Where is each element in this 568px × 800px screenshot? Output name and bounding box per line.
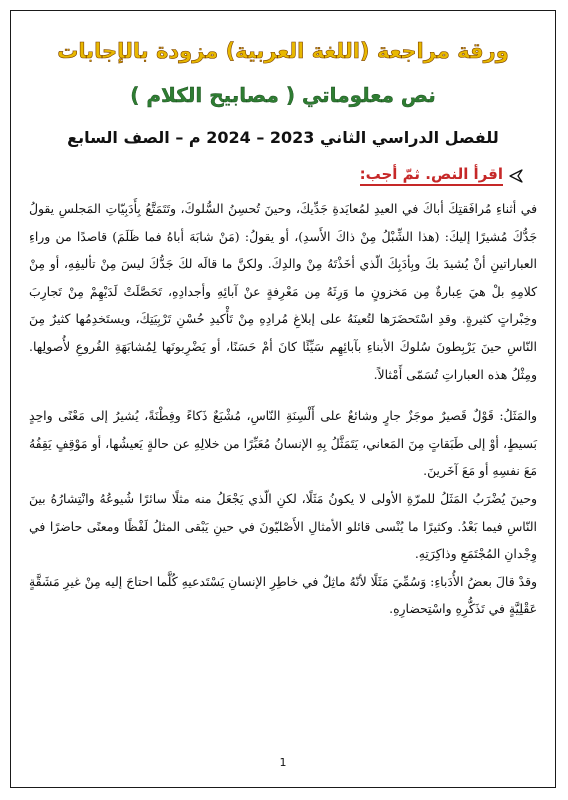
- passage-paragraph: والمَثَلُ: قَوْلٌ قَصيرٌ موجَزٌ جارٍ وشائعٌ على أَلْسِنَةِ النّاسِ، مُشْبَعٌ ذَكاءً وفِطْنَةً، يُشيرُ إلى مَعْنًى واحِدٍ بَسيطٍ، أوْ إلى طَبَقاتٍ مِنَ المَعاني، يَتَمَثَّلُ بِهِ الإنسانُ مُعَبِّرًا من خلالِهِ عن حالةٍ يَعيشُها، أو مَوْقِفٍ يَقِفُهُ مَعَ نفسِهِ أو مَعَ آخَرينَ.: [29, 408, 537, 479]
- passage-paragraph: وقدْ قالَ بعضُ الأُدَباءِ: وَسُمِّيَ مَثَلًا لأنّهُ ماثِلٌ في خاطِرِ الإنسانِ يَسْتَدعيهِ كُلَّما احتاجَ إليه مِنْ غيرِ مَشَقَّةٍ عَقْلِيَّةٍ في تَذَكُّرِهِ واسْتِحضارِهِ.: [29, 573, 537, 617]
- instruction-text: اقرأ النص. ثمّ أجب:: [360, 165, 503, 186]
- document-page: [10, 10, 556, 788]
- document-title: ورقة مراجعة (اللغة العربية) مزودة بالإجابات: [57, 39, 509, 63]
- reading-instruction: [360, 165, 523, 186]
- arrow-icon: [509, 169, 523, 183]
- term-line: للفصل الدراسي الثاني 2023 – 2024 م – الصف السابع: [67, 128, 499, 147]
- document-subtitle: نص معلوماتي ( مصابيح الكلام ): [130, 83, 436, 107]
- passage-body: [29, 195, 537, 623]
- page-number: 1: [279, 756, 287, 769]
- passage-paragraph: في أثناءِ مُرافَقتِكَ أباكَ في العيدِ لمُعايَدةِ جَدِّيكَ، وحينَ تُحسِنُ السُّلوكَ، وتَتَمَتَّعُ بِأَدَبِيّاتِ المَجلسِ يقولُ جَدُّكَ مُشيرًا إليكَ: (هذا الشِّبْلُ مِنْ ذاكَ الأَسدِ)، أو يقولُ: (مَنْ شابَهَ أباهُ فما ظَلَمَ) قاصدًا من وراءِ العباراتينِ أنْ يُشيدَ بكَ وبِأدَبِكَ الّذي أخَذْتَهُ مِنْ والدِكَ. ولكنَّ ما قالَه لكَ جَدُّكَ ليسَ مِنْ تأليفِهِ، أو مِنْ كلامِهِ بلْ هيَ عِبارةٌ مِن مَخزونٍ ما وَرِثَهُ مِن مَعْرِفةٍ عنْ آبائِهِ وأجدادِهِ، تَحَصَّلَتْ لَدَيْهِمْ مِنْ تَجارِبَ وخِبْراتٍ كثيرةٍ. وقدِ اسْتَحضَرَها لتُعينَهُ على إبلاغِ مُرادِهِ مِنْ تَأْكيدِ حُسْنِ تَرْبِيَتِكَ، ويستَخدِمُها كثيرٌ مِنَ النّاسِ حينَ يَرْبِطونَ سُلوكَ الأبناءِ بآبائِهِم سَيِّئًا كانَ أمْ حَسَنًا، أو يَضْرِبونَها لِمُشابَهَةِ الفُروعِ لأُصولِها. ومِثْلُ هذه العباراتِ تُسَمّى أَمْثالاً.: [29, 201, 537, 382]
- passage-paragraph: وحينَ يُضْرَبُ المَثَلُ للمرّةِ الأولى لا يكونُ مَثَلًا، لكنِ الّذي يَجْعَلُ منه مثلًا سائرًا شُيوعُهُ وانْتِشارُهُ بينَ النّاسِ فيما بَعْدُ. وكثيرًا ما يُنْسى قائلو الأمثالِ الأَصْليّونَ في حينِ يَبْقى المثلُ لَفْظًا ومعنًى حاضرًا في وِجْدانِ المُجْتَمَعِ وذاكِرَتِهِ.: [29, 490, 537, 562]
